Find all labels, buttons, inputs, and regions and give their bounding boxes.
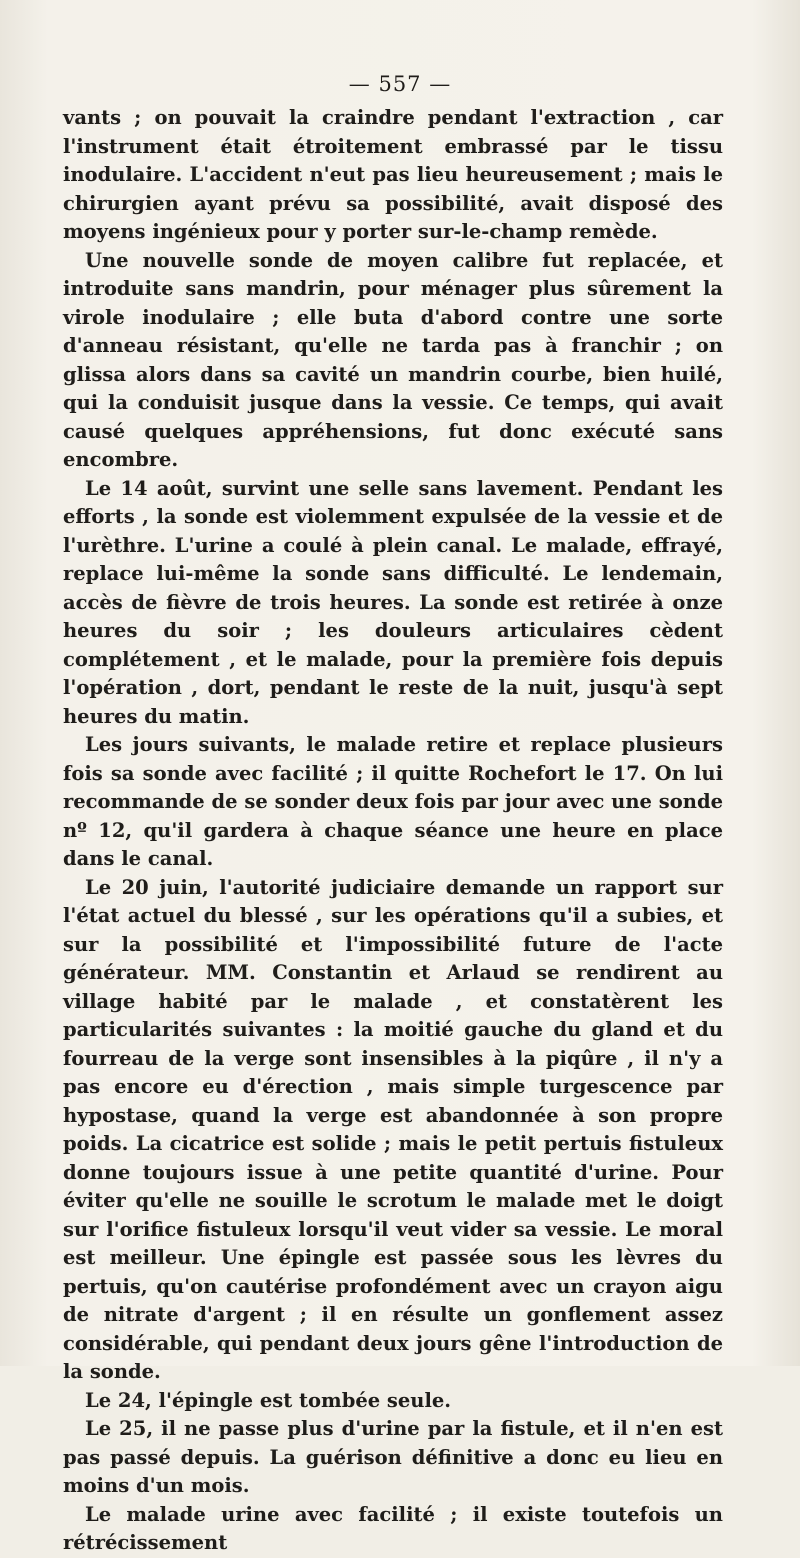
page-number: — 557 — bbox=[348, 72, 452, 96]
paragraph: Le 25, il ne passe plus d'urine par la fistule, et il n'en est pas passé depuis. La guérison définitive a donc eu lieu en moins d'un mois. bbox=[63, 1417, 723, 1497]
paragraph: Les jours suivants, le malade retire et replace plusieurs fois sa sonde avec facilité ; il quitte Rochefort le 17. On lui recommande de se sonder deux fois par jour avec une sonde nº 12, qu'il gardera à chaque séance une heure en place dans le canal. bbox=[63, 733, 723, 870]
body-text bbox=[63, 104, 723, 1558]
paragraph: Le 20 juin, l'autorité judiciaire demande un rapport sur l'état actuel du blessé , sur les opérations qu'il a subies, et sur la possibilité et l'impossibilité future de l'acte générateur. MM. Constantin et Arlaud se rendirent au village habité par le malade , et constatèrent les particularités suivantes : la moitié gauche du gland et du fourreau de la verge sont insensibles à la piqûre , il n'y a pas encore eu d'érection , mais simple turgescence par hypostase, quand la verge est abandonnée à son propre poids. La cicatrice est solide ; mais le petit pertuis fistuleux donne toujours issue à une petite quantité d'urine. Pour éviter qu'elle ne souille le scrotum le malade met le doigt sur l'orifice fistuleux lorsqu'il veut vider sa vessie. Le moral est meilleur. Une épingle est passée sous les lèvres du pertuis, qu'on cautérise profondément avec un crayon aigu de nitrate d'argent ; il en résulte un gonflement assez considérable, qui pendant deux jours gêne l'introduction de la sonde. bbox=[63, 875, 723, 1383]
paragraph: Le 24, l'épingle est tombée seule. bbox=[85, 1388, 452, 1412]
paragraph: Une nouvelle sonde de moyen calibre fut replacée, et introduite sans mandrin, pour ménager plus sûrement la virole inodulaire ; elle buta d'abord contre une sorte d'anneau résistant, qu'elle ne tarda pas à franchir ; on glissa alors dans sa cavité un mandrin courbe, bien huilé, qui la conduisit jusque dans la vessie. Ce temps, qui avait causé quelques appréhensions, fut donc exécuté sans encombre. bbox=[63, 248, 723, 471]
paragraph: vants ; on pouvait la craindre pendant l'extraction , car l'instrument était étroitement embrassé par le tissu inodulaire. L'accident n'eut pas lieu heureusement ; mais le chirurgien ayant prévu sa possibilité, avait disposé des moyens ingénieux pour y porter sur-le-champ remède. bbox=[63, 106, 723, 243]
paragraph: Le malade urine avec facilité ; il existe toutefois un rétrécissement bbox=[63, 1502, 723, 1554]
paragraph: Le 14 août, survint une selle sans lavement. Pendant les efforts , la sonde est violemment expulsée de la vessie et de l'urèthre. L'urine a coulé à plein canal. Le malade, effrayé, replace lui-même la sonde sans difficulté. Le lendemain, accès de fièvre de trois heures. La sonde est retirée à onze heures du soir ; les douleurs articulaires cèdent complétement , et le malade, pour la première fois depuis l'opération , dort, pendant le reste de la nuit, jusqu'à sept heures du matin. bbox=[63, 476, 723, 728]
